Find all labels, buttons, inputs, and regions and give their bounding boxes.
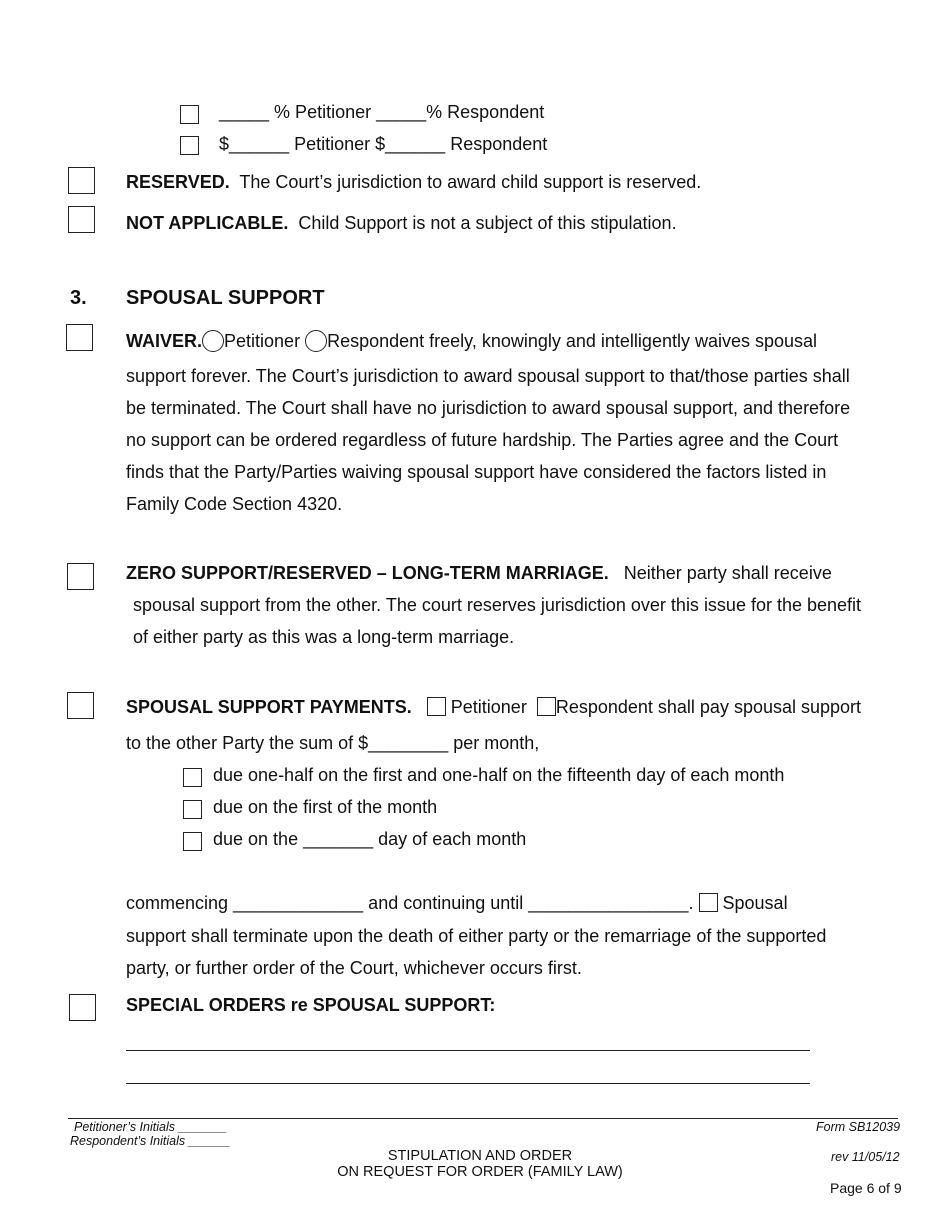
- footer-rule: [68, 1118, 898, 1119]
- payments-checkbox[interactable]: [67, 692, 94, 719]
- dollar-split-label: $______ Petitioner $______ Respondent: [219, 134, 548, 154]
- reserved-item: [126, 172, 701, 193]
- spousal-terminate-checkbox[interactable]: [699, 893, 718, 912]
- percent-split-label: _____ % Petitioner _____% Respondent: [219, 102, 545, 122]
- payments-title: SPOUSAL SUPPORT PAYMENTS.: [126, 697, 412, 717]
- page-number: Page 6 of 9: [830, 1180, 902, 1196]
- spousal-label: Spousal: [722, 893, 788, 913]
- payments-petitioner-checkbox[interactable]: [427, 697, 446, 716]
- form-number: Form SB12039: [816, 1120, 901, 1134]
- payments-respondent-checkbox[interactable]: [537, 697, 556, 716]
- zero-support-text: Neither party shall receive: [623, 563, 832, 583]
- not-applicable-checkbox[interactable]: [68, 206, 95, 233]
- respondent-initials: Respondent’s Initials ______: [70, 1134, 231, 1148]
- option-day-of-month-label: due on the _______ day of each month: [213, 829, 527, 849]
- special-orders-checkbox[interactable]: [69, 994, 96, 1021]
- zero-support-line-1: spousal support from the other. The court reserves jurisdiction over this issue for the benefit: [133, 595, 862, 615]
- waiver-line-2: be terminated. The Court shall have no jurisdiction to award spousal support, and therefore: [126, 398, 851, 418]
- waiver-line-4: finds that the Party/Parties waiving spousal support have considered the factors listed in: [126, 462, 827, 482]
- special-orders-line-1[interactable]: [126, 1050, 810, 1051]
- footer-title-line-1: STIPULATION AND ORDER: [387, 1148, 573, 1164]
- section-number: 3.: [70, 287, 87, 309]
- zero-support-line-2: of either party as this was a long-term marriage.: [133, 627, 515, 647]
- terminate-line-1: support shall terminate upon the death of either party or the remarriage of the supported: [126, 926, 827, 946]
- revision: rev 11/05/12: [831, 1150, 900, 1164]
- not-applicable-title: NOT APPLICABLE.: [126, 213, 289, 233]
- payments-amount-line: to the other Party the sum of $________ per month,: [126, 733, 540, 753]
- dollar-split-checkbox[interactable]: [180, 136, 199, 155]
- zero-support-checkbox[interactable]: [67, 563, 94, 590]
- waiver-title: WAIVER.: [126, 331, 203, 351]
- waiver-petitioner-label: Petitioner: [224, 331, 301, 351]
- zero-support-first-line: [126, 563, 832, 584]
- reserved-text: The Court’s jurisdiction to award child support is reserved.: [239, 172, 702, 192]
- option-day-of-month-checkbox[interactable]: [183, 832, 202, 851]
- percent-split-checkbox[interactable]: [180, 105, 199, 124]
- special-orders-line-2[interactable]: [126, 1083, 810, 1084]
- section-title: SPOUSAL SUPPORT: [126, 287, 325, 309]
- waiver-line-1: support forever. The Court’s jurisdiction to award spousal support to that/those parties shall: [126, 366, 850, 386]
- waiver-first-line: [126, 330, 817, 352]
- option-half-monthly-label: due one-half on the first and one-half on the fifteenth day of each month: [213, 765, 785, 785]
- payments-first-line: [126, 697, 861, 718]
- option-first-of-month-checkbox[interactable]: [183, 800, 202, 819]
- waiver-line-3: no support can be ordered regardless of future hardship. The Parties agree and the Court: [126, 430, 839, 450]
- waiver-line-5: Family Code Section 4320.: [126, 494, 343, 514]
- not-applicable-text: Child Support is not a subject of this stipulation.: [298, 213, 677, 233]
- commencing-text: commencing _____________ and continuing until ________________.: [126, 893, 694, 913]
- payments-respondent-text: Respondent shall pay spousal support: [555, 697, 862, 717]
- reserved-checkbox[interactable]: [68, 167, 95, 194]
- reserved-title: RESERVED.: [126, 172, 230, 192]
- option-half-monthly-checkbox[interactable]: [183, 768, 202, 787]
- terminate-line-2: party, or further order of the Court, whichever occurs first.: [126, 958, 582, 978]
- payments-petitioner-label: Petitioner: [450, 697, 527, 717]
- waiver-petitioner-radio[interactable]: [202, 330, 224, 352]
- zero-support-title: ZERO SUPPORT/RESERVED – LONG-TERM MARRIAGE.: [126, 563, 609, 583]
- waiver-respondent-text: Respondent freely, knowingly and intelligently waives spousal: [327, 331, 818, 351]
- petitioner-initials: Petitioner’s Initials _______: [74, 1120, 228, 1134]
- commencing-line: [126, 893, 788, 914]
- option-first-of-month-label: due on the first of the month: [213, 797, 438, 817]
- footer-title-line-2: ON REQUEST FOR ORDER (FAMILY LAW): [337, 1164, 623, 1180]
- special-orders-title: SPECIAL ORDERS re SPOUSAL SUPPORT:: [126, 995, 496, 1015]
- waiver-respondent-radio[interactable]: [305, 330, 327, 352]
- waiver-checkbox[interactable]: [66, 324, 93, 351]
- not-applicable-item: [126, 213, 677, 234]
